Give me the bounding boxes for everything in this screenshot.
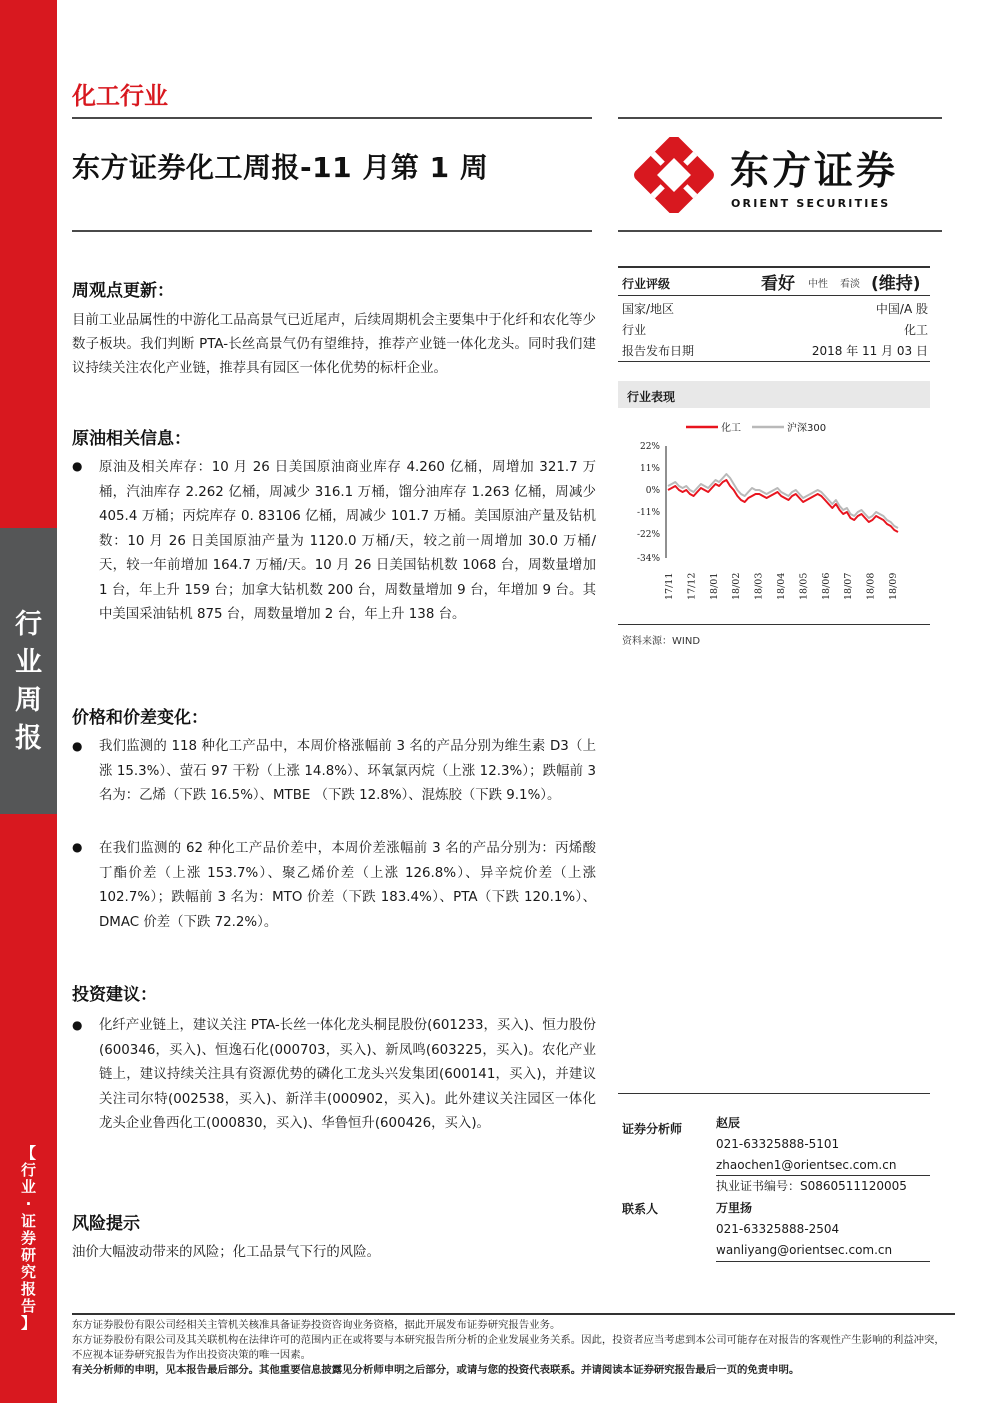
series-line-chemical — [668, 480, 898, 532]
legend-label: 沪深300 — [787, 423, 827, 434]
rating-row — [622, 269, 928, 293]
series-line-hs300 — [668, 474, 898, 528]
report-category-char: 研 — [20, 1246, 36, 1264]
bullet-icon: ● — [72, 459, 83, 473]
info-key: 行业 — [622, 323, 647, 337]
logo-english-text: ORIENT SECURITIES — [731, 197, 891, 210]
title-rule-bottom — [72, 230, 592, 232]
investment-bullet: 化纤产业链上，建议关注 PTA-长丝一体化龙头桐昆股份(601233，买入)、恒力股份(600346，买入)、恒逸石化(000703，买入)、新凤鸣(603225，买入)。农化产业链上，建议持续关注具有资源优势的磷化工龙头兴发集团(600141，买入)，并建议关注司尔特(002538，买入)、新洋丰(000902，买入)。此外建议关注园区一体化龙头企业鲁西化工(000830，买入)、华鲁恒升(600426，买入)。 — [99, 1018, 596, 1131]
logo-mark-icon — [634, 137, 714, 213]
weekly-view-heading: 周观点更新： — [72, 281, 174, 301]
x-tick-label: 18/07 — [843, 572, 855, 600]
x-tick-label: 17/12 — [686, 572, 698, 600]
analyst-label: 证券分析师 — [622, 1122, 683, 1136]
report-category-char: 券 — [20, 1229, 36, 1247]
x-tick-label: 18/03 — [753, 572, 765, 600]
analyst-email[interactable]: zhaochen1@orientsec.com.cn — [716, 1158, 897, 1172]
rating-keep: (维持) — [871, 274, 921, 294]
investment-heading: 投资建议： — [72, 985, 157, 1005]
report-category-char: 告 — [20, 1297, 36, 1315]
analyst-phone: 021-63325888-5101 — [716, 1137, 840, 1151]
logo-rule-bottom — [618, 230, 942, 232]
contact-phone: 021-63325888-2504 — [716, 1222, 840, 1236]
info-row-date — [622, 342, 928, 360]
bullet-icon: ● — [72, 1018, 83, 1032]
bullet-icon: ● — [72, 840, 83, 854]
report-category-label — [0, 1145, 57, 1332]
crude-oil-heading: 原油相关信息： — [72, 429, 191, 449]
legend-label: 化工 — [721, 423, 741, 434]
info-row-industry — [622, 321, 928, 339]
side-band-top — [0, 0, 57, 528]
report-category-char: 】 — [20, 1314, 36, 1332]
contact-name: 万里扬 — [716, 1201, 753, 1215]
prices-bullet-products: 我们监测的 118 种化工产品中，本周价格涨幅前 3 名的产品分别为维生素 D3（上涨 15.3%）、萤石 97 干粉（上涨 14.8%）、环氧氯丙烷（上涨 12.3%）；跌幅前 3 名为：乙烯（下跌 16.5%）、MTBE （下跌 12.8%）、混炼胶（下跌 9.1%）。 — [99, 739, 596, 803]
y-tick-label: -22% — [636, 530, 660, 540]
logo-chinese-text: 东方证券 — [730, 149, 899, 194]
footer-rule — [72, 1313, 955, 1315]
footer-line-2: 东方证券股份有限公司及其关联机构在法律许可的范围内正在或将要与本研究报告所分析的企业发展业务关系。因此，投资者应当考虑到本公司可能存在对报告的客观性产生影响的利益冲突，不应视本证券研究报告为作出投资决策的唯一因素。 — [72, 1334, 945, 1361]
report-type-char: 业 — [15, 647, 42, 678]
report-type-char: 周 — [15, 685, 42, 716]
x-tick-label: 18/01 — [708, 572, 720, 600]
info-value: 中国/A 股 — [875, 302, 928, 316]
risk-text: 油价大幅波动带来的风险；化工品景气下行的风险。 — [72, 1245, 380, 1260]
info-value: 化工 — [903, 323, 928, 337]
industry-label: 化工行业 — [72, 82, 168, 110]
chart-source: 资料来源：WIND — [622, 636, 701, 647]
performance-title: 行业表现 — [627, 390, 676, 404]
x-tick-label: 18/04 — [776, 572, 787, 600]
rating-value: 看好 — [761, 274, 795, 294]
bullet-icon: ● — [72, 739, 83, 753]
report-category-char: 证 — [20, 1212, 36, 1230]
report-type-char: 行 — [15, 609, 42, 640]
analyst-name: 赵辰 — [716, 1116, 741, 1130]
contact-email[interactable]: wanliyang@orientsec.com.cn — [716, 1243, 893, 1257]
rating-neutral: 中性 — [808, 279, 828, 290]
x-tick-label: 18/09 — [888, 572, 899, 600]
analyst-rule-2 — [716, 1175, 930, 1176]
report-category-char: 究 — [20, 1263, 36, 1281]
y-tick-label: 0% — [645, 486, 660, 496]
rating-bearish: 看淡 — [840, 279, 860, 290]
analyst-license: 执业证书编号：S0860511120005 — [716, 1179, 907, 1193]
prices-heading: 价格和价差变化： — [72, 708, 208, 728]
rating-rule-bottom — [618, 361, 930, 362]
logo-rule-top — [618, 117, 942, 119]
x-tick-label: 17/11 — [664, 572, 675, 600]
report-category-char: 行 — [20, 1161, 36, 1179]
info-row-region — [622, 300, 928, 318]
report-type-char: 报 — [15, 723, 42, 754]
chart-rule-bottom — [618, 624, 930, 625]
y-tick-label: 11% — [639, 464, 660, 474]
report-type-label — [0, 606, 57, 758]
report-category-char: 【 — [20, 1144, 36, 1162]
crude-oil-bullet: 原油及相关库存：10 月 26 日美国原油商业库存 4.260 亿桶，周增加 321.7 万桶，汽油库存 2.262 亿桶，周减少 316.1 万桶，馏分油库存 1.263 亿桶，周减少 405.4 万桶；丙烷库存 0. 83106 亿桶，周减少 101.7 万桶。美国原油产量及钻机数：10 月 26 日美国原油产量为 1120.0 万桶/天，较之前一周增加 30.0 万桶/天，较一年前增加 164.7 万桶/天。10 月 26 日美国钻机数 1068 台，周数量增加 1 台，年上升 159 台；加拿大钻机数 200 台，周数量增加 9 台，年增加 9 台。其中美国采油钻机 875 台，周数量增加 2 台，年上升 138 台。 — [99, 460, 596, 622]
report-title: 东方证券化工周报-11 月第 1 周 — [72, 151, 489, 184]
x-tick-label: 18/02 — [731, 572, 743, 600]
industry-performance-chart — [618, 412, 930, 622]
weekly-view-text: 目前工业品属性的中游化工品高景气已近尾声，后续周期机会主要集中于化纤和农化等少数子板块。我们判断 PTA-长丝高景气仍有望维持，推荐产业链一体化龙头。同时我们建议持续关注农化产业链，推荐具有园区一体化优势的标杆企业。 — [72, 313, 596, 376]
prices-bullet-spreads: 在我们监测的 62 种化工产品价差中，本周价差涨幅前 3 名的产品分别为：丙烯酸丁酯价差（上涨 153.7%）、聚乙烯价差（上涨 126.8%）、异辛烷价差（上涨 102.7%）；跌幅前 3 名为：MTO 价差（下跌 183.4%）、PTA（下跌 120.1%）、DMAC 价差（下跌 72.2%）。 — [99, 841, 596, 930]
title-rule-top — [72, 117, 592, 119]
x-tick-label: 18/08 — [865, 572, 877, 600]
y-tick-label: 22% — [639, 442, 660, 452]
footer-disclaimer — [72, 1318, 955, 1378]
info-key: 报告发布日期 — [622, 344, 695, 358]
footer-line-3[interactable]: 有关分析师的申明，见本报告最后部分。其他重要信息披露见分析师申明之后部分，或请与您的投资代表联系。并请阅读本证券研究报告最后一页的免责申明。 — [72, 1364, 800, 1376]
footer-line-1: 东方证券股份有限公司经相关主管机关核准具备证券投资咨询业务资格，据此开展发布证券研究报告业务。 — [72, 1319, 561, 1331]
analyst-rule — [618, 1093, 930, 1094]
risk-heading: 风险提示 — [72, 1214, 140, 1234]
report-category-char: 报 — [20, 1280, 36, 1298]
rating-rule-mid — [618, 295, 930, 296]
info-value: 2018 年 11 月 03 日 — [811, 344, 928, 358]
rating-rule-top — [618, 266, 930, 268]
x-tick-label: 18/06 — [820, 572, 832, 600]
report-category-char: · — [25, 1195, 32, 1213]
report-category-char: 业 — [20, 1178, 36, 1196]
y-tick-label: -11% — [636, 508, 660, 518]
rating-label: 行业评级 — [622, 277, 671, 291]
info-key: 国家/地区 — [622, 302, 675, 316]
x-tick-label: 18/05 — [798, 572, 810, 600]
contact-label: 联系人 — [622, 1202, 659, 1216]
contact-rule — [716, 1261, 930, 1262]
y-tick-label: -34% — [636, 554, 660, 564]
